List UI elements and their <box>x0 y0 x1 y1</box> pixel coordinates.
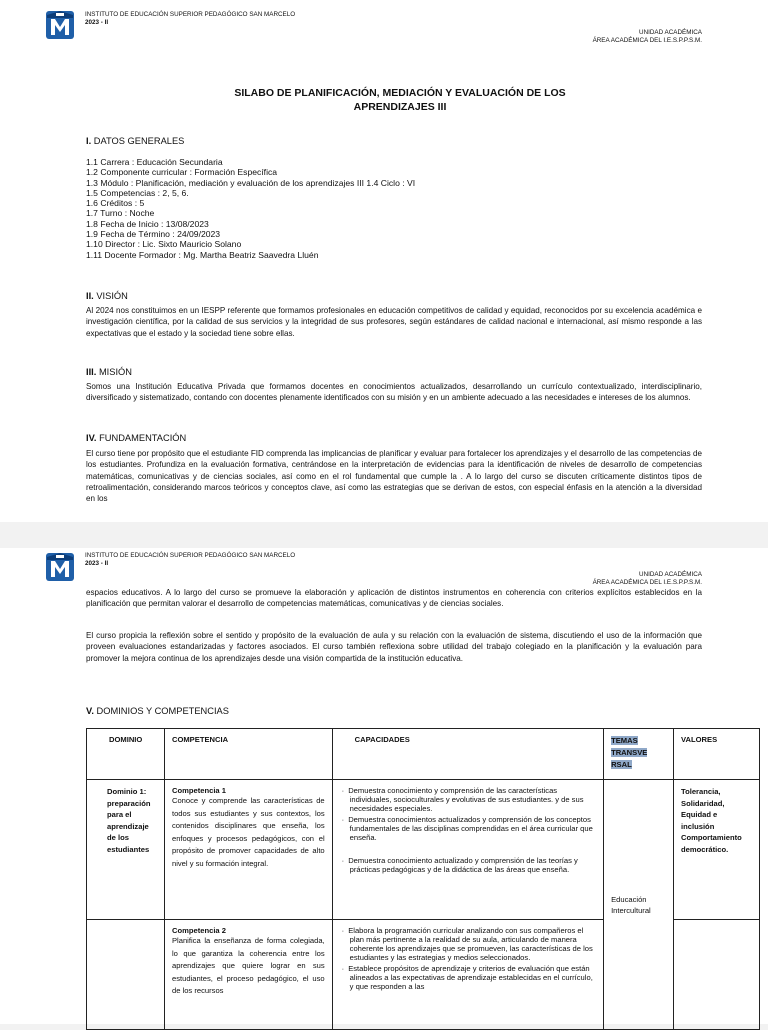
section-heading-datos-generales: I. DATOS GENERALES <box>86 136 185 146</box>
cell-dominio-empty <box>87 920 165 1030</box>
general-item: 1.6 Créditos : 5 <box>86 198 145 209</box>
cell-dominio: Dominio 1: preparación para el aprendizaje de los estudiantes <box>87 780 165 920</box>
domains-competencies-table <box>86 728 760 1030</box>
document-title: SILABO DE PLANIFICACIÓN, MEDIACIÓN Y EVALUACIÓN DE LOS APRENDIZAJES III <box>234 87 566 113</box>
section-heading-mision: III. MISIÓN <box>86 367 132 377</box>
header-temas: TEMAS TRANSVE RSAL <box>604 729 674 780</box>
general-item: 1.10 Director : Lic. Sixto Mauricio Solano <box>86 239 242 250</box>
header-dominio: DOMINIO <box>87 729 165 780</box>
mision-paragraph: Somos una Institución Educativa Privada que formamos docentes en conocimientos actualizados, desarrollando un currículo contextualizado, interdisciplinario, diversificado y sistematizado, contando con docentes plenamente identificados con su misión y en un ambiente adecuado a las necesidades e intereses de los alumnos. <box>86 382 702 403</box>
general-item: 1.8 Fecha de Inicio : 13/08/2023 <box>86 218 209 229</box>
cell-valores: Tolerancia, Solidaridad, Equidad e inclusión Comportamiento democrático. <box>674 780 760 920</box>
cell-capacidades <box>332 780 603 920</box>
general-item: 1.2 Componente curricular : Formación Específica <box>86 167 278 178</box>
cell-competencia: Competencia 1 Conoce y comprende las características de todos sus estudiantes y sus contextos, los contenidos disciplinares que enseña, los enfoques y procesos pedagógicos, con el propósito de promover capacidades de alto nivel y su formación integral. <box>164 780 332 920</box>
header-competencia: COMPETENCIA <box>164 729 332 780</box>
header-institution: INSTITUTO DE EDUCACIÓN SUPERIOR PEDAGÓGICO SAN MARCELO 2023 - II <box>85 552 296 567</box>
institution-logo-icon <box>45 10 75 40</box>
table-header-row <box>87 729 760 780</box>
document-page-2 <box>0 548 768 1024</box>
vision-paragraph: Al 2024 nos constituimos en un IESPP referente que formamos profesionales en educación competitivos de calidad y equidad, reconocidos por su excelencia académica e investigación científica, por la calidad de sus servicios y la integridad de sus profesores, según estándares de calidad nacional e internacional, así mismo responde a las expectativas que el estado y la sociedad tiene sobre ellas. <box>86 306 702 338</box>
section-heading-dominios: V. DOMINIOS Y COMPETENCIAS <box>86 706 229 716</box>
general-data-list <box>86 157 415 260</box>
list-item: · Establece propósitos de aprendizaje y criterios de evaluación que están alineados a las expectativas de aprendizaje establecidas en el currículo, y que responden a las <box>350 964 596 991</box>
header-unit: UNIDAD ACADÉMICA ÁREA ACADÉMICA DEL I.E.S.P.P.S.M. <box>592 29 702 44</box>
general-item: 1.5 Competencias : 2, 5, 6. <box>86 187 189 198</box>
cell-temas: Educación Intercultural <box>604 780 674 1030</box>
list-item: · Demuestra conocimiento y comprensión de las características individuales, socioculturales y evolutivas de sus estudiantes. y de sus necesidades especiales. <box>350 786 596 813</box>
header-institution: INSTITUTO DE EDUCACIÓN SUPERIOR PEDAGÓGICO SAN MARCELO 2023 - II <box>85 11 296 26</box>
header-valores: VALORES <box>674 729 760 780</box>
general-item: 1.9 Fecha de Término : 24/09/2023 <box>86 229 221 240</box>
section-heading-vision: II. VISIÓN <box>86 291 128 301</box>
header-unit: UNIDAD ACADÉMICA ÁREA ACADÉMICA DEL I.E.S.P.P.S.M. <box>592 571 702 586</box>
section-heading-fundamentacion: IV. FUNDAMENTACIÓN <box>86 433 187 443</box>
header-capacidades: CAPACIDADES <box>332 729 603 780</box>
list-item: · Demuestra conocimiento actualizado y comprensión de las teorías y prácticas pedagógicas y de la didáctica de las áreas que enseña. <box>350 856 596 874</box>
table-row <box>87 780 760 920</box>
fundamentacion-paragraph-3: El curso propicia la reflexión sobre el sentido y propósito de la evaluación de aula y su relación con la evaluación de sistema, discutiendo el uso de la información que proveen evaluaciones estandarizadas y factores asociados. El curso también reflexiona sobre utilidad del trabajo colegiado en la planificación y la evaluación para promover la mejora continua de los aprendizajes desde una visión compartida de la institución educativa. <box>86 631 702 663</box>
list-item: · Elabora la programación curricular analizando con sus compañeros el plan más pertinente a la realidad de su aula, articulando de manera coherente los aprendizajes que se promueven, las características de los estudiantes y las estrategias y medios seleccionados. <box>350 926 596 962</box>
fundamentacion-paragraph-2: espacios educativos. A lo largo del curso se promueve la elaboración y aplicación de distintos instrumentos en coherencia con criterios explícitos establecidos en la planificación que permitan valorar el desarrollo de competencias matemáticas, comunicativas y de ciencias sociales. <box>86 588 702 609</box>
cell-valores-empty <box>674 920 760 1030</box>
general-item: 1.11 Docente Formador : Mg. Martha Beatriz Saavedra Lluén <box>86 249 319 260</box>
cell-competencia: Competencia 2 Planifica la enseñanza de forma colegiada, lo que garantiza la coherencia entre los aprendizajes que quiere lograr en sus estudiantes, el proceso pedagógico, el uso de los recursos <box>164 920 332 1030</box>
fundamentacion-paragraph-1: El curso tiene por propósito que el estudiante FID comprenda las implicancias de planificar y evaluar para fortalecer los aprendizajes y el desarrollo de las competencias de los estudiantes. Profundiza en la evaluación formativa, centrándose en la interpretación de evidencias para la identificación de niveles de desarrollo de competencias matemáticas, comunicativas y de ciencias sociales, así como en el rol fundamental que cumple la . A lo largo del curso se discuten críticamente distintos tipos de retroalimentación, considerando marcos teóricos y conceptos clave, así como las estrategias que se derivan de estos, con especial énfasis en la atención a la diversidad en los <box>86 449 702 504</box>
cell-capacidades <box>332 920 603 1030</box>
general-item: 1.1 Carrera : Educación Secundaria <box>86 157 223 167</box>
general-item: 1.3 Módulo : Planificación, mediación y evaluación de los aprendizajes III 1.4 Ciclo : VI <box>86 177 416 188</box>
list-item: · Demuestra conocimientos actualizados y comprensión de los conceptos fundamentales de las disciplinas comprendidas en el área curricular que enseña. <box>350 815 596 842</box>
general-item: 1.7 Turno : Noche <box>86 208 155 219</box>
institution-logo-icon <box>45 552 75 582</box>
